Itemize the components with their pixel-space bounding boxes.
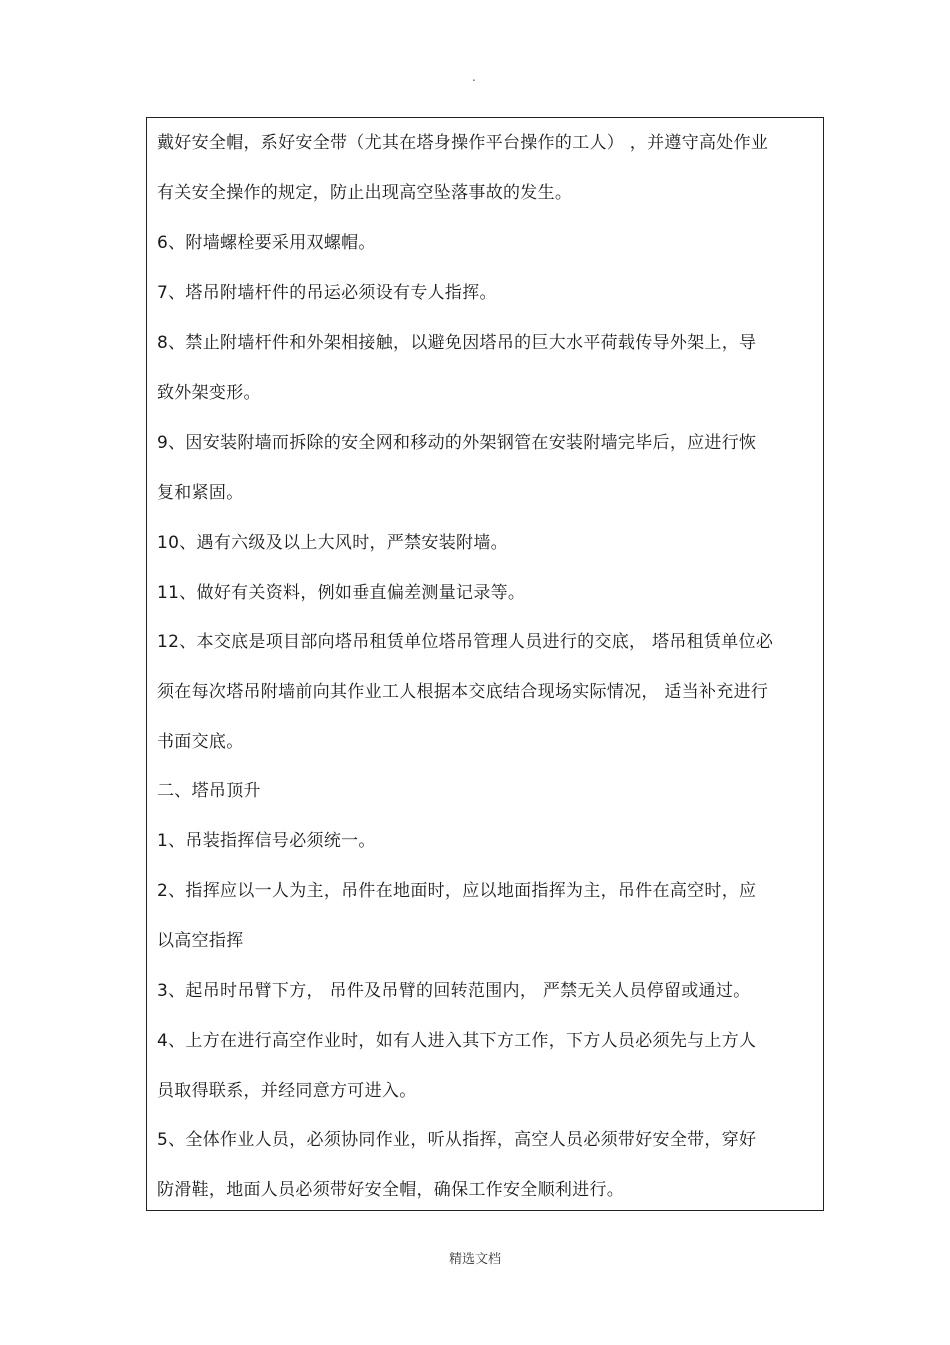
text-line: 12、本交底是项目部向塔吊租赁单位塔吊管理人员进行的交底， 塔吊租赁单位必 — [157, 632, 774, 652]
text-line: 3、起吊时吊臂下方， 吊件及吊臂的回转范围内， 严禁无关人员停留或通过。 — [157, 981, 751, 1001]
text-line: 2、指挥应以一人为主，吊件在地面时，应以地面指挥为主，吊件在高空时，应 — [157, 881, 757, 901]
text-line: 戴好安全帽，系好安全带（尤其在塔身操作平台操作的工人） ，并遵守高处作业 — [157, 133, 769, 153]
text-line: 复和紧固。 — [157, 483, 244, 503]
text-line: 6、附墙螺栓要采用双螺帽。 — [157, 233, 376, 253]
text-line: 须在每次塔吊附墙前向其作业工人根据本交底结合现场实际情况， 适当补充进行 — [157, 682, 769, 702]
text-line: 防滑鞋，地面人员必须带好安全帽，确保工作安全顺利进行。 — [157, 1180, 625, 1200]
text-line: 10、遇有六级及以上大风时，严禁安装附墙。 — [157, 533, 508, 553]
text-line: 有关安全操作的规定，防止出现高空坠落事故的发生。 — [157, 183, 573, 203]
text-line: 9、因安装附墙而拆除的安全网和移动的外架钢管在安装附墙完毕后，应进行恢 — [157, 433, 757, 453]
text-line: 致外架变形。 — [157, 383, 261, 403]
footer-label: 精选文档 — [448, 1252, 501, 1267]
header-mark: . — [472, 70, 476, 84]
section-heading: 二、塔吊顶升 — [157, 781, 261, 801]
text-line: 8、禁止附墙杆件和外架相接触，以避免因塔吊的巨大水平荷载传导外架上，导 — [157, 333, 757, 353]
text-line: 书面交底。 — [157, 732, 244, 752]
text-line: 4、上方在进行高空作业时，如有人进入其下方工作，下方人员必须先与上方人 — [157, 1031, 757, 1051]
text-line: 以高空指挥 — [157, 931, 244, 951]
text-line: 11、做好有关资料，例如垂直偏差测量记录等。 — [157, 583, 526, 603]
text-line: 5、全体作业人员，必须协同作业，听从指挥，高空人员必须带好安全带，穿好 — [157, 1130, 757, 1150]
text-line: 7、塔吊附墙杆件的吊运必须设有专人指挥。 — [157, 283, 497, 303]
text-line: 员取得联系，并经同意方可进入。 — [157, 1081, 417, 1101]
document-table-cell — [146, 117, 824, 1211]
text-line: 1、吊装指挥信号必须统一。 — [157, 831, 376, 851]
